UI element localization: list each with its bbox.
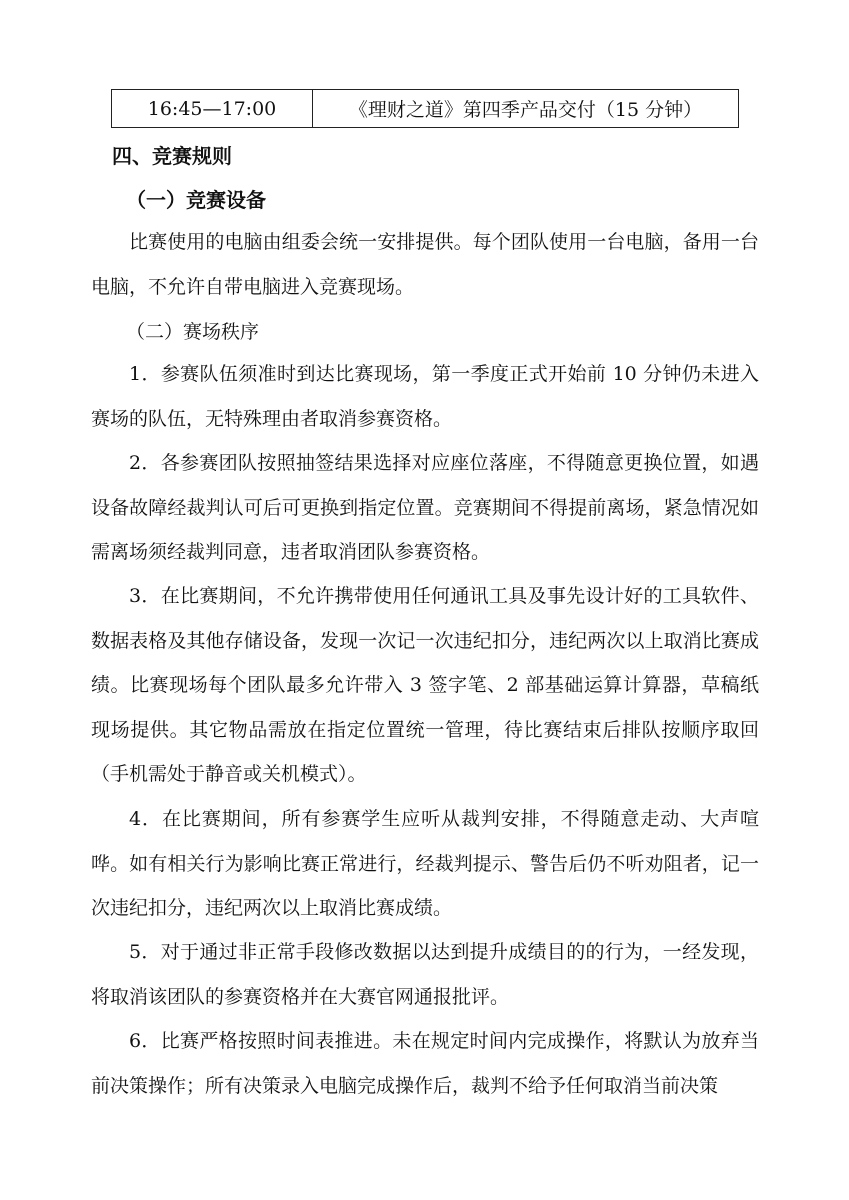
table-row [112, 90, 739, 128]
rule-2: 2．各参赛团队按照抽签结果选择对应座位落座，不得随意更换位置，如遇设备故障经裁判认可后可更换到指定位置。竞赛期间不得提前离场，紧急情况如需离场须经裁判同意，违者取消团队参赛资格。 [91, 452, 759, 563]
schedule-activity-cell: 《理财之道》第四季产品交付（15 分钟） [313, 90, 739, 128]
subsection-1-text: 比赛使用的电脑由组委会统一安排提供。每个团队使用一台电脑，备用一台电脑，不允许自带电脑进入竞赛现场。 [91, 231, 759, 298]
schedule-time-cell: 16:45—17:00 [112, 90, 313, 128]
subsection-1-title: （一）竞赛设备 [126, 188, 266, 212]
section-title: 四、竞赛规则 [112, 144, 232, 168]
rule-5: 5．对于通过非正常手段修改数据以达到提升成绩目的的行为，一经发现，将取消该团队的参赛资格并在大赛官网通报批评。 [91, 941, 759, 1008]
rule-4: 4．在比赛期间，所有参赛学生应听从裁判安排，不得随意走动、大声喧哗。如有相关行为影响比赛正常进行，经裁判提示、警告后仍不听劝阻者，记一次违纪扣分，违纪两次以上取消比赛成绩。 [91, 808, 759, 919]
rule-1: 1．参赛队伍须准时到达比赛现场，第一季度正式开始前 10 分钟仍未进入赛场的队伍，无特殊理由者取消参赛资格。 [91, 363, 759, 430]
rule-6: 6．比赛严格按照时间表推进。未在规定时间内完成操作，将默认为放弃当前决策操作；所有决策录入电脑完成操作后，裁判不给予任何取消当前决策 [91, 1030, 759, 1097]
subsection-2-title: （二）赛场秩序 [126, 321, 260, 343]
rule-3: 3．在比赛期间，不允许携带使用任何通讯工具及事先设计好的工具软件、数据表格及其他存储设备，发现一次记一次违纪扣分，违纪两次以上取消比赛成绩。比赛现场每个团队最多允许带入 3 签字笔、2 部基础运算计算器，草稿纸现场提供。其它物品需放在指定位置统一管理，待比赛结束后排队按顺序取回（手机需处于静音或关机模式）。 [91, 585, 759, 785]
schedule-table [111, 89, 739, 128]
